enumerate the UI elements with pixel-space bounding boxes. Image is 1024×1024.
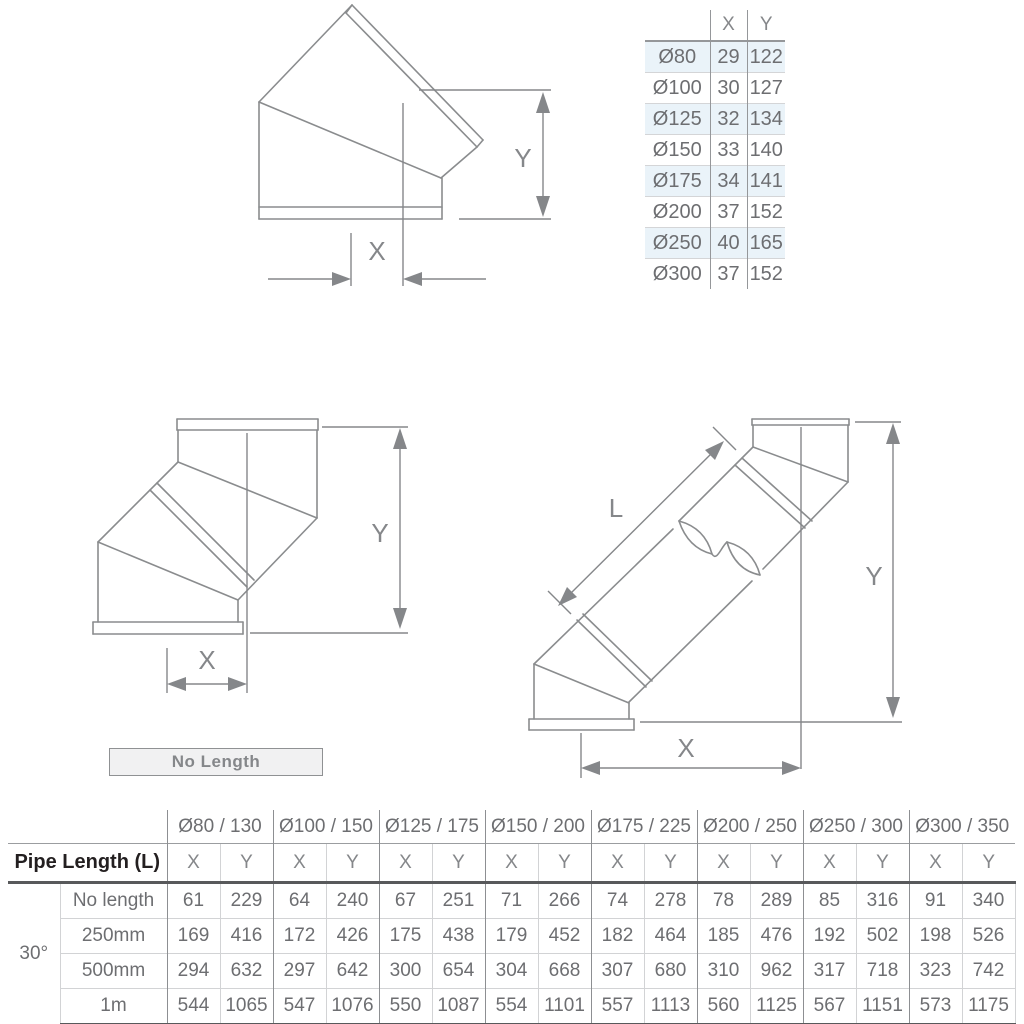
table-row	[8, 989, 1015, 1024]
pipe-outline	[93, 419, 318, 634]
y-value: 289	[750, 883, 803, 919]
y-value: 416	[220, 919, 273, 954]
xy-header-row	[8, 844, 1015, 883]
y-value: 240	[326, 883, 379, 919]
dimension-arrows	[332, 92, 550, 286]
y-value: 251	[432, 883, 485, 919]
y-value: 1125	[750, 989, 803, 1024]
dim-label-y: Y	[371, 518, 389, 548]
y-value: 134	[747, 104, 785, 135]
y-value: 316	[856, 883, 909, 919]
diameter-xy-table	[645, 10, 785, 289]
x-value: 294	[167, 954, 220, 989]
y-value: 502	[856, 919, 909, 954]
x-value: 91	[909, 883, 962, 919]
y-value: 152	[747, 197, 785, 228]
col-header-x: X	[485, 844, 538, 883]
diameter-label: Ø100	[645, 73, 710, 104]
x-value: 172	[273, 919, 326, 954]
row-label: 1m	[60, 989, 167, 1024]
diameter-label: Ø80	[645, 41, 710, 73]
y-value: 1113	[644, 989, 697, 1024]
col-header-x: X	[591, 844, 644, 883]
x-value: 560	[697, 989, 750, 1024]
x-value: 317	[803, 954, 856, 989]
blank-cell	[8, 810, 167, 844]
diameter-label: Ø300	[645, 259, 710, 290]
col-header-x: X	[273, 844, 326, 883]
y-value: 438	[432, 919, 485, 954]
col-header-y: Y	[538, 844, 591, 883]
group-header: Ø250 / 300	[803, 810, 909, 844]
y-value: 1065	[220, 989, 273, 1024]
y-value: 266	[538, 883, 591, 919]
x-value: 179	[485, 919, 538, 954]
col-header-x: X	[697, 844, 750, 883]
y-value: 340	[962, 883, 1015, 919]
x-value: 554	[485, 989, 538, 1024]
x-value: 67	[379, 883, 432, 919]
x-value: 37	[710, 259, 747, 290]
y-value: 1076	[326, 989, 379, 1024]
y-value: 229	[220, 883, 273, 919]
table-row	[645, 197, 785, 228]
dim-label-x: X	[677, 733, 695, 763]
x-value: 175	[379, 919, 432, 954]
x-value: 304	[485, 954, 538, 989]
x-value: 33	[710, 135, 747, 166]
diameter-label: Ø200	[645, 197, 710, 228]
x-value: 544	[167, 989, 220, 1024]
diameter-label: Ø250	[645, 228, 710, 259]
col-header-x: X	[379, 844, 432, 883]
x-value: 310	[697, 954, 750, 989]
y-value: 141	[747, 166, 785, 197]
y-value: 1101	[538, 989, 591, 1024]
group-header: Ø125 / 175	[379, 810, 485, 844]
y-value: 452	[538, 919, 591, 954]
x-value: 34	[710, 166, 747, 197]
dimension-lines	[268, 90, 551, 286]
group-header: Ø150 / 200	[485, 810, 591, 844]
x-value: 567	[803, 989, 856, 1024]
x-value: 307	[591, 954, 644, 989]
group-header: Ø100 / 150	[273, 810, 379, 844]
table-row	[645, 41, 785, 73]
y-value: 718	[856, 954, 909, 989]
x-value: 323	[909, 954, 962, 989]
x-value: 182	[591, 919, 644, 954]
y-value: 632	[220, 954, 273, 989]
pipe-length-header: Pipe Length (L)	[8, 844, 167, 883]
x-value: 573	[909, 989, 962, 1024]
table-row	[8, 919, 1015, 954]
x-value: 185	[697, 919, 750, 954]
row-label: 250mm	[60, 919, 167, 954]
table-row	[8, 954, 1015, 989]
table-row	[645, 166, 785, 197]
y-value: 668	[538, 954, 591, 989]
x-value: 169	[167, 919, 220, 954]
table-row	[645, 73, 785, 104]
col-header-x: X	[167, 844, 220, 883]
pipe-outline	[259, 5, 483, 219]
angle-label: 30°	[8, 883, 60, 1024]
group-header: Ø80 / 130	[167, 810, 273, 844]
elbow-single-diagram	[230, 0, 580, 300]
x-value: 198	[909, 919, 962, 954]
col-header-y: Y	[220, 844, 273, 883]
col-header-y: Y	[644, 844, 697, 883]
x-value: 30	[710, 73, 747, 104]
diameter-label: Ø175	[645, 166, 710, 197]
x-value: 297	[273, 954, 326, 989]
col-header-y: Y	[962, 844, 1015, 883]
group-header: Ø300 / 350	[909, 810, 1015, 844]
x-value: 547	[273, 989, 326, 1024]
col-header-y: Y	[747, 10, 785, 41]
dim-label-y: Y	[865, 561, 883, 591]
col-header-y: Y	[326, 844, 379, 883]
y-value: 526	[962, 919, 1015, 954]
x-value: 550	[379, 989, 432, 1024]
col-header-y: Y	[432, 844, 485, 883]
elbow-offset-diagram	[60, 400, 440, 700]
x-value: 29	[710, 41, 747, 73]
group-header: Ø175 / 225	[591, 810, 697, 844]
y-value: 476	[750, 919, 803, 954]
col-header-x: X	[803, 844, 856, 883]
x-value: 557	[591, 989, 644, 1024]
x-value: 74	[591, 883, 644, 919]
group-header: Ø200 / 250	[697, 810, 803, 844]
row-label: No length	[60, 883, 167, 919]
dim-label-l: L	[608, 493, 624, 523]
y-value: 742	[962, 954, 1015, 989]
y-value: 1175	[962, 989, 1015, 1024]
diameter-label: Ø125	[645, 104, 710, 135]
y-value: 680	[644, 954, 697, 989]
table-row	[8, 883, 1015, 919]
y-value: 127	[747, 73, 785, 104]
x-value: 300	[379, 954, 432, 989]
table-row	[645, 104, 785, 135]
x-value: 192	[803, 919, 856, 954]
x-value: 85	[803, 883, 856, 919]
elbow-offset-pipe-diagram	[490, 405, 910, 790]
y-value: 962	[750, 954, 803, 989]
header-row	[645, 10, 785, 41]
table-row	[645, 228, 785, 259]
diameter-header-row	[8, 810, 1015, 844]
y-value: 1151	[856, 989, 909, 1024]
dim-label-x: X	[368, 236, 386, 266]
y-value: 152	[747, 259, 785, 290]
y-value: 654	[432, 954, 485, 989]
col-header-x: X	[710, 10, 747, 41]
table-row	[645, 135, 785, 166]
blank-cell	[645, 10, 710, 41]
y-value: 642	[326, 954, 379, 989]
diameter-label: Ø150	[645, 135, 710, 166]
y-value: 1087	[432, 989, 485, 1024]
col-header-y: Y	[856, 844, 909, 883]
y-value: 464	[644, 919, 697, 954]
no-length-badge: No Length	[109, 748, 323, 776]
pipe-length-dimension-table	[8, 810, 1016, 1024]
x-value: 71	[485, 883, 538, 919]
table-row	[645, 259, 785, 290]
x-value: 78	[697, 883, 750, 919]
x-value: 37	[710, 197, 747, 228]
row-label: 500mm	[60, 954, 167, 989]
dim-label-x: X	[198, 645, 216, 675]
dim-label-y: Y	[514, 143, 532, 173]
x-value: 61	[167, 883, 220, 919]
y-value: 278	[644, 883, 697, 919]
y-value: 122	[747, 41, 785, 73]
y-value: 140	[747, 135, 785, 166]
y-value: 426	[326, 919, 379, 954]
x-value: 40	[710, 228, 747, 259]
y-value: 165	[747, 228, 785, 259]
x-value: 64	[273, 883, 326, 919]
col-header-y: Y	[750, 844, 803, 883]
col-header-x: X	[909, 844, 962, 883]
x-value: 32	[710, 104, 747, 135]
